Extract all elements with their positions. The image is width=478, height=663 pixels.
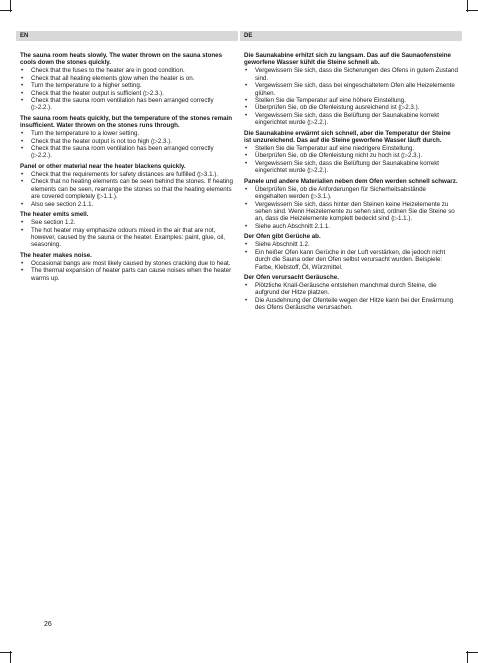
- section: [244, 52, 458, 127]
- bullet-list: [20, 67, 234, 111]
- list-item: • Check that all heating elements glow when the heater is on.: [20, 75, 234, 82]
- section-heading: Die Saunakabine erhitzt sich zu langsam. Das auf die Saunaofensteine geworfene Wasser kühlt die Steine schnell ab.: [244, 52, 451, 67]
- list-item: • See section 1.2.: [20, 219, 234, 226]
- section-heading: Panel or other material near the heater blackens quickly.: [20, 163, 186, 171]
- section: [20, 163, 234, 208]
- section: [244, 274, 458, 312]
- crop-mark: [467, 651, 468, 663]
- language-tab-de: DE: [240, 31, 462, 41]
- list-item: • Vergewissern Sie sich, dass die Belüftung der Saunakabine korrekt eingerichtet wurde (▷2.2.).: [244, 112, 458, 127]
- section: [20, 115, 234, 160]
- list-item: • Check that no heating elements can be seen behind the stones. If heating elements can be seen, rearrange the stones so that the heating elements are covered completely (▷1.1.).: [20, 178, 234, 200]
- column-en: [20, 52, 234, 285]
- list-item: • Siehe Abschnitt 1.2.: [244, 241, 458, 248]
- language-tab-en: EN: [16, 31, 238, 41]
- bullet-list: [244, 67, 458, 126]
- list-item: • Check that the fuses to the heater are in good condition.: [20, 67, 234, 74]
- list-item: • Stellen Sie die Temperatur auf eine niedrigere Einstellung.: [244, 145, 458, 152]
- list-item: • Also see section 2.1.1.: [20, 201, 234, 208]
- bullet-list: [20, 171, 234, 208]
- list-item: • Ein heißer Ofen kann Gerüche in der Luft verstärken, die jedoch nicht durch die Sauna oder den Ofen selbst verursacht wurden. Beispiele: Farbe, Klebstoff, Öl, Würzmittel.: [244, 249, 458, 271]
- bullet-list: [20, 260, 234, 282]
- list-item: • Check that the sauna room ventilation has been arranged correctly (▷2.2.).: [20, 145, 234, 160]
- bullet-list: [20, 130, 234, 160]
- section-heading: The heater emits smell.: [20, 211, 89, 219]
- crop-mark: [10, 0, 11, 12]
- list-item: • Überprüfen Sie, ob die Ofenleistung ausreichend ist (▷2.3.).: [244, 104, 458, 111]
- crop-mark: [467, 0, 468, 12]
- list-item: • Siehe auch Abschnitt 2.1.1.: [244, 223, 458, 230]
- list-item: • Die Ausdehnung der Ofenteile wegen der Hitze kann bei der Erwärmung des Ofens Geräusche verursachen.: [244, 297, 458, 312]
- section: [244, 233, 458, 271]
- list-item: • The hot heater may emphasize odours mixed in the air that are not, however, caused by the sauna or the heater. Examples: paint, glue, oil, seasoning.: [20, 227, 234, 249]
- list-item: • Check that the sauna room ventilation has been arranged correctly (▷2.2.).: [20, 97, 234, 112]
- list-item: • Vergewissern Sie sich, dass die Belüftung der Saunakabine korrekt eingerichtet wurde (▷2.2.).: [244, 160, 458, 175]
- bullet-list: [244, 186, 458, 230]
- section-heading: Der Ofen verursacht Geräusche.: [244, 274, 339, 282]
- crop-mark: [10, 651, 11, 663]
- list-item: • Vergewissern Sie sich, dass bei eingeschaltetem Ofen alle Heizelemente glühen.: [244, 82, 458, 97]
- bullet-list: [20, 219, 234, 249]
- section: [20, 52, 234, 112]
- section: [20, 252, 234, 282]
- list-item: • Plötzliche Knall-Geräusche entstehen manchmal durch Steine, die aufgrund der Hitze platzen.: [244, 282, 458, 297]
- list-item: • Überprüfen Sie, ob die Ofenleistung nicht zu hoch ist (▷2.3.).: [244, 152, 458, 159]
- section-heading: Der Ofen gibt Gerüche ab.: [244, 233, 321, 241]
- list-item: • Occasional bangs are most likely caused by stones cracking due to heat.: [20, 260, 234, 267]
- list-item: • Vergewissern Sie sich, dass die Sicherungen des Ofens in gutem Zustand sind.: [244, 67, 458, 82]
- list-item: • Check that the requirements for safety distances are fulfilled (▷3.1.).: [20, 171, 234, 178]
- list-item: • Check that the heater output is not too high (▷2.3.).: [20, 138, 234, 145]
- section-heading: The sauna room heats slowly. The water thrown on the sauna stones cools down the stones quickly.: [20, 52, 223, 67]
- list-item: • Stellen Sie die Temperatur auf eine höhere Einstellung.: [244, 97, 458, 104]
- section-heading: The heater makes noise.: [20, 251, 92, 259]
- bullet-list: [244, 282, 458, 312]
- section: [20, 211, 234, 249]
- section-heading: Die Saunakabine erwärmt sich schnell, aber die Temperatur der Steine ist unzureichend. Das auf die Steine geworfene Wasser läuft durch.: [244, 129, 451, 145]
- column-de: [244, 52, 458, 315]
- list-item: • Turn the temperature to a lower setting.: [20, 130, 234, 137]
- section: [244, 130, 458, 175]
- section-heading: The sauna room heats quickly, but the temperature of the stones remain insufficient. Water thrown on the stones runs through.: [20, 114, 233, 130]
- list-item: • Überprüfen Sie, ob die Anforderungen für Sicherheitsabstände eingehalten werden (▷3.1.).: [244, 186, 458, 201]
- page-number: 26: [44, 621, 52, 628]
- list-item: • Vergewissern Sie sich, dass hinter den Steinen keine Heizelemente zu sehen sind. Wenn Heizelemente zu sehen sind, ordnen Sie die Steine so an, dass die Heizelemente komplett bedeckt sind (▷1.1.).: [244, 201, 458, 223]
- bullet-list: [244, 145, 458, 175]
- list-item: • Check that the heater output is sufficient (▷2.3.).: [20, 90, 234, 97]
- section-heading: Panele und andere Materialien neben dem Ofen werden schnell schwarz.: [244, 177, 458, 185]
- list-item: • Turn the temperature to a higher setting.: [20, 82, 234, 89]
- section: [244, 178, 458, 230]
- bullet-list: [244, 241, 458, 271]
- list-item: • The thermal expansion of heater parts can cause noises when the heater warms up.: [20, 267, 234, 282]
